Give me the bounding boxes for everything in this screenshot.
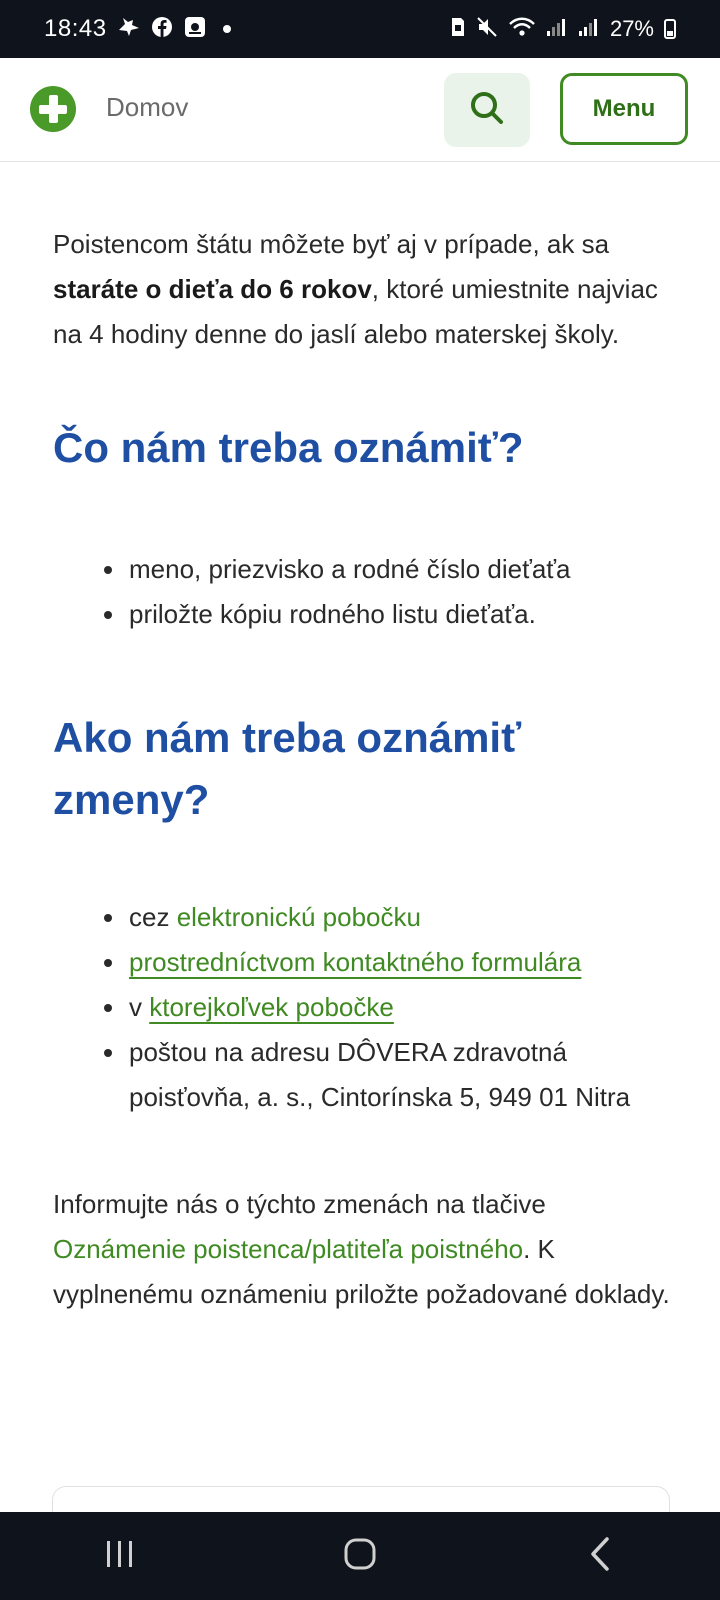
camera-app-icon (183, 15, 207, 43)
facebook-icon (151, 16, 173, 42)
electronic-branch-link[interactable]: elektronickú pobočku (176, 902, 421, 932)
contact-form-link[interactable]: prostredníctvom kontaktného formulára (129, 947, 582, 977)
closing-paragraph (53, 1182, 673, 1317)
main-content (53, 162, 673, 1317)
list-item (127, 985, 673, 1030)
battery-percent: 27% (609, 16, 654, 41)
signal-icon (578, 16, 600, 43)
notification-dot (223, 25, 231, 33)
site-header (0, 58, 720, 162)
home-link[interactable]: Domov (106, 92, 189, 122)
search-button[interactable] (444, 73, 530, 147)
fox-app-icon (117, 16, 141, 42)
intro-paragraph (53, 222, 673, 357)
mute-icon (476, 16, 498, 43)
list-item (127, 895, 673, 940)
closing-text-pre: Informujte nás o týchto zmenách na tlačive (53, 1189, 546, 1219)
form-notice-link[interactable]: Oznámenie poistenca/platiteľa poistného (53, 1234, 524, 1264)
status-right (450, 16, 676, 43)
list-item-text: cez (129, 902, 177, 932)
wifi-icon (508, 16, 536, 43)
status-left (44, 15, 231, 43)
back-button[interactable] (560, 1526, 640, 1586)
list-item: • meno, priezvisko a rodné číslo dieťaťa (127, 547, 673, 592)
list-item-text: v (129, 992, 150, 1022)
required-info-list (53, 547, 673, 637)
intro-text-bold: staráte o dieťa do 6 rokov (53, 274, 372, 304)
brand-logo[interactable] (30, 86, 76, 132)
list-item (127, 940, 673, 985)
back-icon (587, 1536, 613, 1577)
search-icon (468, 89, 506, 132)
list-item: • poštou na adresu DÔVERA zdravotná poisťovňa, a. s., Cintorínska 5, 949 01 Nitra (127, 1030, 673, 1120)
recent-apps-icon (104, 1539, 136, 1574)
home-icon (343, 1537, 377, 1576)
list-item: • priložte kópiu rodného listu dieťaťa. (127, 592, 673, 637)
menu-button[interactable]: Menu (560, 73, 688, 145)
signal-icon (546, 16, 568, 43)
intro-text-post: , ktoré umiestnite najviac na 4 hodiny denne do jaslí alebo materskej školy. (53, 274, 658, 349)
heading-how-to-report: Ako nám treba oznámiť zmeny? (53, 714, 522, 823)
closing-text-post: . K vyplnenému oznámeniu priložte požadované doklady. (53, 1234, 670, 1309)
sim-icon (450, 16, 466, 43)
status-bar (0, 0, 720, 58)
system-navigation-bar (0, 1512, 720, 1600)
status-time: 18:43 (44, 15, 107, 42)
heading-what-to-report: Čo nám treba oznámiť? (53, 424, 524, 471)
home-button[interactable] (320, 1526, 400, 1586)
any-branch-link[interactable]: ktorejkoľvek pobočke (149, 992, 394, 1022)
battery-icon (664, 19, 676, 39)
intro-text-pre: Poistencom štátu môžete byť aj v prípade, ak sa (53, 229, 610, 259)
report-methods-list (53, 895, 673, 1120)
recent-apps-button[interactable] (80, 1526, 160, 1586)
